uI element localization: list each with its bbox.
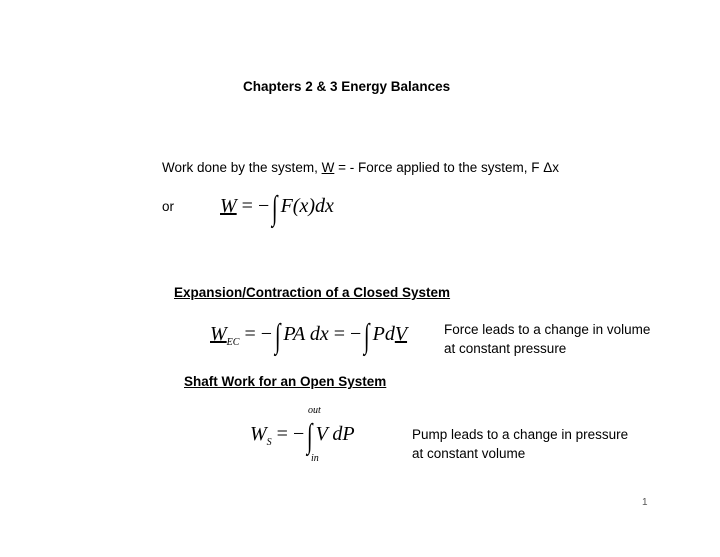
work-definition-line <box>162 160 559 175</box>
eq1-integral-sign: ∫ <box>272 190 278 227</box>
page-number: 1 <box>642 497 648 508</box>
eq1-operator: = − <box>236 195 270 217</box>
closed-note-line-1: Force leads to a change in volume <box>444 322 651 337</box>
work-line-prefix: Work done by the system, <box>162 160 322 175</box>
eq2-term-2-p: Pd <box>372 323 395 345</box>
closed-system-note <box>444 320 684 358</box>
eq2-term-1: PA dx <box>283 323 329 345</box>
open-system-equation <box>250 420 355 454</box>
eq2-subscript: EC <box>226 337 240 348</box>
eq2-operator-2: = − <box>328 323 362 345</box>
work-integral-equation <box>220 192 334 226</box>
or-label: or <box>162 199 175 214</box>
eq1-integrand: F(x)dx <box>280 195 334 217</box>
eq2-integral-sign-1: ∫ <box>274 318 281 355</box>
work-line-suffix: = - Force applied to the system, F Δx <box>334 160 560 175</box>
eq2-integral-sign-2: ∫ <box>364 318 370 355</box>
open-system-note <box>412 425 662 463</box>
closed-system-equation <box>210 320 407 354</box>
eq1-lhs: W <box>220 195 237 217</box>
eq3-upper-limit: out <box>308 405 321 416</box>
open-system-heading: Shaft Work for an Open System <box>184 374 387 389</box>
closed-note-line-2: at constant pressure <box>444 341 567 356</box>
closed-system-heading: Expansion/Contraction of a Closed System <box>174 285 451 300</box>
eq3-subscript: S <box>266 437 272 448</box>
eq3-operator: = − <box>271 423 305 445</box>
open-note-line-1: Pump leads to a change in pressure <box>412 427 629 442</box>
eq3-integral-sign: ∫ <box>307 418 313 455</box>
eq3-lhs: W <box>250 423 267 445</box>
work-symbol: W <box>321 160 335 175</box>
eq3-lower-limit: in <box>311 453 319 464</box>
eq2-lhs: W <box>210 323 227 345</box>
page-title: Chapters 2 & 3 Energy Balances <box>243 79 451 94</box>
eq2-term-2-v: V <box>394 323 408 345</box>
eq2-operator-1: = − <box>239 323 273 345</box>
open-note-line-2: at constant volume <box>412 446 526 461</box>
eq3-term: V dP <box>315 423 355 445</box>
